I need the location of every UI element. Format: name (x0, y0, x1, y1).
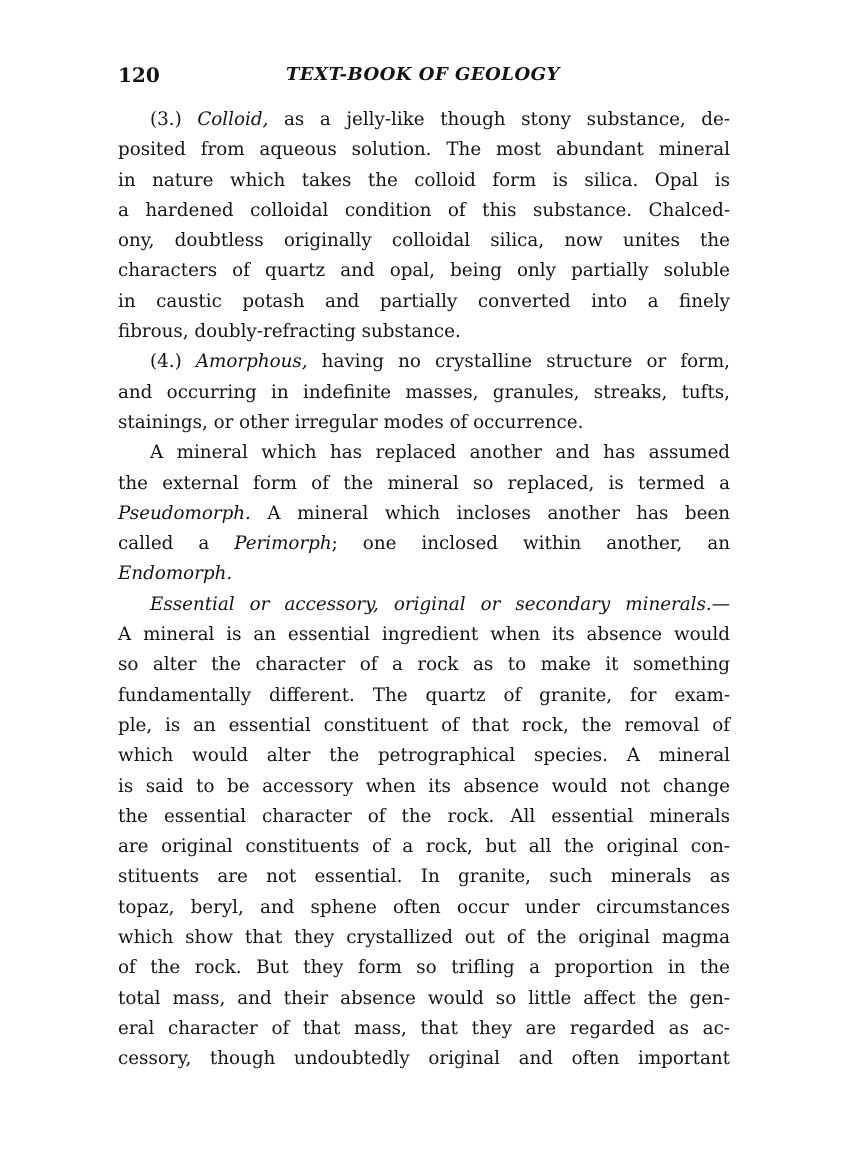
text-line: A mineral is an essential ingredient when its absence would (118, 624, 730, 646)
text-line: the external form of the mineral so replaced, is termed a (118, 472, 730, 494)
italic-term: Amorphous, (195, 351, 308, 373)
page-number: 120 (118, 63, 160, 87)
text-line: is said to be accessory when its absence would not change (118, 775, 730, 797)
text-span: called a (118, 533, 235, 555)
text-span: (3.) (150, 109, 198, 130)
text-line: in caustic potash and partially converted into a finely (118, 290, 730, 312)
text-line: so alter the character of a rock as to make it something (118, 654, 730, 676)
text-line: a hardened colloidal condition of this substance. Chalced- (118, 199, 730, 221)
text-line: posited from aqueous solution. The most abundant mineral (118, 139, 730, 161)
text-line: stituents are not essential. In granite, such minerals as (118, 866, 730, 888)
text-line: eral character of that mass, that they are regarded as ac- (118, 1017, 730, 1039)
text-line: ony, doubtless originally colloidal silica, now unites the (118, 230, 730, 252)
text-line (118, 105, 730, 135)
text-line: fundamentally different. The quartz of granite, for exam- (118, 684, 730, 706)
body-text (118, 105, 730, 1075)
text-line: A mineral which has replaced another and has assumed (150, 442, 730, 464)
section-heading: Essential or accessory, original or secondary minerals.— (150, 593, 730, 615)
italic-term: Colloid, (197, 109, 269, 130)
running-title: TEXT-BOOK OF GEOLOGY (286, 64, 560, 85)
text-span: (4.) (150, 351, 196, 373)
italic-term: Pseudomorph. (118, 502, 251, 524)
text-line: characters of quartz and opal, being only partially soluble (118, 260, 730, 282)
text-line (118, 499, 730, 529)
text-span: as a jelly-like though stony substance, de- (268, 109, 731, 130)
text-line: Endomorph. (118, 563, 233, 585)
text-line: which show that they crystallized out of the original magma (118, 927, 730, 949)
text-line: cessory, though undoubtedly original and often important (118, 1048, 730, 1070)
text-span: having no crystalline structure or form, (307, 351, 730, 373)
text-line: of the rock. But they form so trifling a proportion in the (118, 957, 730, 979)
text-line: in nature which takes the colloid form is silica. Opal is (118, 169, 730, 191)
text-line: are original constituents of a rock, but all the original con- (118, 836, 730, 858)
text-line: stainings, or other irregular modes of occurrence. (118, 411, 584, 433)
page-header (118, 58, 730, 92)
text-span: ; one inclosed within another, an (331, 533, 731, 555)
text-line (118, 529, 730, 559)
text-line: total mass, and their absence would so little affect the gen- (118, 987, 730, 1009)
text-line: topaz, beryl, and sphene often occur under circumstances (118, 896, 730, 918)
italic-term: Perimorph (234, 533, 332, 555)
text-line: and occurring in indefinite masses, granules, streaks, tufts, (118, 381, 730, 403)
text-line: fibrous, doubly-refracting substance. (118, 321, 461, 343)
text-line: ple, is an essential constituent of that rock, the removal of (118, 714, 730, 736)
text-line: the essential character of the rock. All essential minerals (118, 805, 730, 827)
text-line (118, 347, 730, 377)
text-span: A mineral which incloses another has been (250, 502, 730, 524)
text-line: which would alter the petrographical species. A mineral (118, 745, 730, 767)
